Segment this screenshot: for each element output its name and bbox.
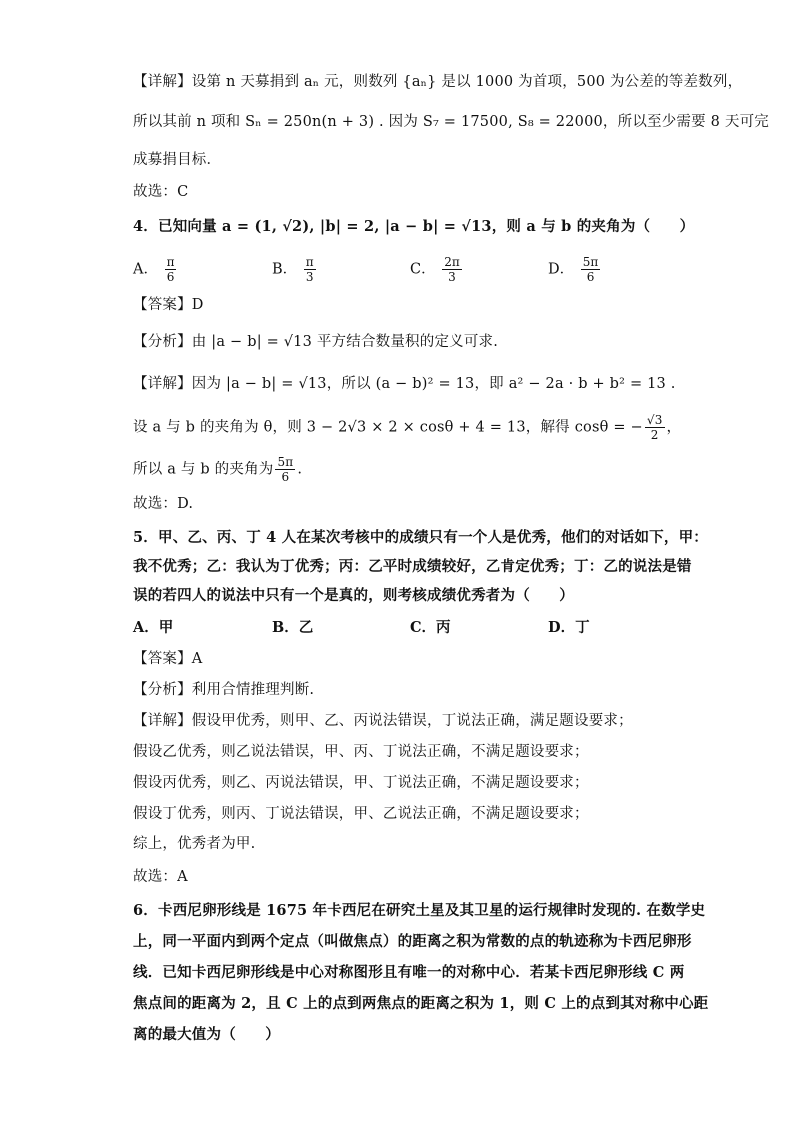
- q6-stem-line-4: 焦点间的距离为 2，且 C 上的点到两焦点的距离之积为 1，则 C 上的点到其对称中心距: [133, 995, 709, 1012]
- q4-detail-line-2-text: 设 a 与 b 的夹角为 θ，则 3 − 2√3 × 2 × cosθ + 4 = 13，解得 cosθ = −: [133, 419, 643, 436]
- q5-analysis: 【分析】利用合情推理判断.: [133, 682, 315, 698]
- q5-detail-line-4: 假设丁优秀，则丙、丁说法错误，甲、乙说法正确，不满足题设要求；: [133, 806, 589, 822]
- q3-detail-line-3: 成募捐目标．: [133, 152, 222, 168]
- q5-option-c: C．丙: [410, 619, 451, 636]
- q4-option-c-fraction: [442, 255, 462, 284]
- q4-option-a: [133, 255, 178, 284]
- q4-detail-line-3-fraction: [275, 455, 295, 484]
- q4-detail-line-2-fraction: [645, 413, 665, 442]
- q5-option-d: D．丁: [548, 619, 590, 636]
- q3-detail-line-1: 【详解】设第 n 天募捐到 aₙ 元，则数列 {aₙ} 是以 1000 为首项，500 为公差的等差数列，: [133, 74, 743, 90]
- q4-detail-line-2-denominator: 2: [650, 428, 659, 442]
- q4-option-b-denominator: 3: [305, 270, 314, 284]
- q4-answer: 【答案】D: [133, 297, 204, 313]
- q5-answer: 【答案】A: [133, 651, 203, 667]
- q6-stem-line-5: 离的最大值为（ ）: [133, 1026, 280, 1043]
- q4-detail-line-3-text: 所以 a 与 b 的夹角为: [133, 461, 274, 478]
- q5-detail-line-2: 假设乙优秀，则乙说法错误，甲、丙、丁说法正确，不满足题设要求；: [133, 744, 589, 760]
- q6-stem-line-2: 上，同一平面内到两个定点（叫做焦点）的距离之积为常数的点的轨迹称为卡西尼卵形: [133, 933, 692, 950]
- q4-option-c-numerator: 2π: [444, 255, 460, 269]
- q4-detail-line-3-tail: .: [297, 461, 303, 478]
- q4-detail-line-2-numerator: √3: [646, 413, 663, 427]
- q4-option-b-fraction: [304, 255, 316, 284]
- q4-detail-line-3-denominator: 6: [281, 470, 290, 484]
- q5-summary: 综上，优秀者为甲.: [133, 836, 256, 852]
- q4-option-d-denominator: 6: [586, 270, 595, 284]
- q4-option-c-label: C．: [410, 261, 436, 278]
- q4-option-a-numerator: π: [166, 255, 175, 269]
- q4-option-a-denominator: 6: [166, 270, 175, 284]
- q6-stem-line-1: 6．卡西尼卵形线是 1675 年卡西尼在研究土星及其卫星的运行规律时发现的. 在数学史: [133, 902, 706, 919]
- q5-detail-line-3: 假设丙优秀，则乙、丙说法错误，甲、丁说法正确，不满足题设要求；: [133, 775, 589, 791]
- q4-option-d-numerator: 5π: [582, 255, 599, 269]
- q4-option-d: [548, 255, 602, 284]
- q5-stem-line-1: 5．甲、乙、丙、丁 4 人在某次考核中的成绩只有一个人是优秀，他们的对话如下，甲：: [133, 529, 708, 546]
- q6-stem-line-3: 线．已知卡西尼卵形线是中心对称图形且有唯一的对称中心．若某卡西尼卵形线 C 两: [133, 964, 685, 981]
- q5-choose: 故选：A: [133, 869, 188, 885]
- q4-stem: 4．已知向量 a = (1, √2), |b| = 2, |a − b| = √13，则 a 与 b 的夹角为（ ）: [133, 218, 695, 235]
- q4-detail-line-2: [133, 413, 681, 442]
- q4-detail-line-3: [133, 455, 302, 484]
- q4-option-b-numerator: π: [305, 255, 314, 269]
- q4-option-c-denominator: 3: [448, 270, 456, 284]
- q4-option-d-label: D．: [548, 261, 575, 278]
- q4-detail-line-3-numerator: 5π: [277, 455, 294, 469]
- q4-option-d-fraction: [581, 255, 601, 284]
- q4-option-a-label: A．: [133, 261, 158, 278]
- q4-choose: 故选：D.: [133, 496, 194, 512]
- q5-option-b: B．乙: [272, 619, 314, 636]
- q5-detail-line-1: 【详解】假设甲优秀，则甲、乙、丙说法错误，丁说法正确，满足题设要求；: [133, 713, 633, 729]
- q4-option-a-fraction: [165, 255, 177, 284]
- q5-stem-line-2: 我不优秀；乙：我认为丁优秀；丙：乙平时成绩较好，乙肯定优秀；丁：乙的说法是错: [133, 558, 692, 575]
- q4-option-b-label: B．: [272, 261, 298, 278]
- q3-detail-line-2: 所以其前 n 项和 Sₙ = 250n(n + 3) . 因为 S₇ = 17500, S₈ = 22000，所以至少需要 8 天可完: [133, 114, 769, 130]
- q5-option-a: A．甲: [133, 619, 174, 636]
- q4-analysis: 【分析】由 |a − b| = √13 平方结合数量积的定义可求.: [133, 334, 499, 350]
- q4-detail-line-1: 【详解】因为 |a − b| = √13，所以 (a − b)² = 13，即 a² − 2a · b + b² = 13 .: [133, 376, 676, 392]
- q3-choose: 故选：C: [133, 184, 189, 200]
- q4-detail-line-2-tail: ，: [666, 419, 682, 436]
- q5-stem-line-3: 误的若四人的说法中只有一个是真的，则考核成绩优秀者为（ ）: [133, 587, 574, 604]
- q4-option-b: [272, 255, 318, 284]
- q4-option-c: [410, 255, 464, 284]
